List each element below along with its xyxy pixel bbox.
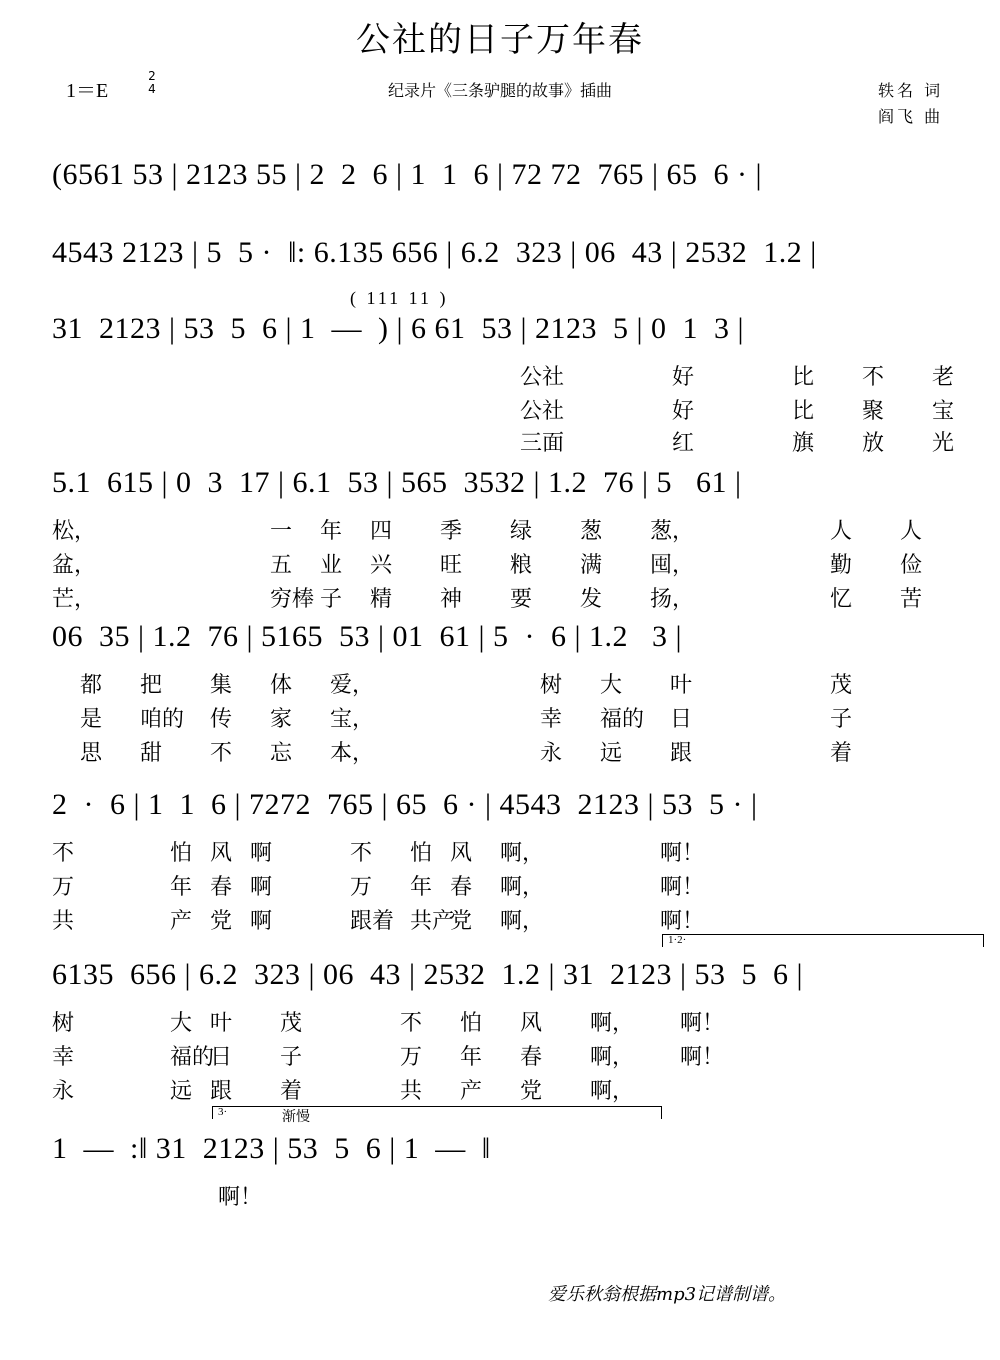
lyric-word: 放 <box>862 431 885 456</box>
lyric-word: 叶 <box>210 1011 233 1036</box>
lyric-word: 啊， <box>590 1045 635 1070</box>
lyric-word: 啊！ <box>680 1045 725 1070</box>
lyric-word: 老 <box>932 365 955 390</box>
lyric-word: 子 <box>830 707 853 732</box>
lyric-word: 共 <box>400 1079 423 1104</box>
lyric-word: 神 <box>440 587 463 612</box>
lyric-word: 都 <box>80 673 103 698</box>
lyric-word: 三面 <box>520 431 565 456</box>
lyric-word: 四 <box>370 519 393 544</box>
lyric-word: 子 <box>320 587 343 612</box>
lyric-word: 思 <box>80 741 103 766</box>
lyric-word: 树 <box>540 673 563 698</box>
lyric-word: 日 <box>670 707 693 732</box>
notation-text: 5.1 615 | 0 3 17 | 6.1 53 | 565 3532 | 1.2 76 | 5 61 | <box>52 466 742 499</box>
lyric-word: 要 <box>510 587 533 612</box>
lyric-word: 叶 <box>670 673 693 698</box>
notation-text: 2 · 6 | 1 1 6 | 7272 765 | 65 6 · | 4543 2123 | 53 5 · | <box>52 788 758 821</box>
lyric-line <box>52 1074 972 1108</box>
lyric-line <box>52 360 972 394</box>
lyric-line <box>52 514 972 548</box>
lyric-word: 啊 <box>250 841 273 866</box>
lyric-word: 不 <box>210 741 233 766</box>
lyric-word: 大 <box>600 673 623 698</box>
lyric-word: 共 <box>52 909 75 934</box>
lyric-word: 把 <box>140 673 163 698</box>
notation-text: 6135 656 | 6.2 323 | 06 43 | 2532 1.2 | 31 2123 | 53 5 6 | <box>52 958 804 991</box>
lyric-word: 好 <box>672 399 695 424</box>
lyric-word: 松， <box>52 519 97 544</box>
lyric-word: 万 <box>52 875 75 900</box>
lyric-word: 公社 <box>520 365 565 390</box>
lyric-word: 聚 <box>862 399 885 424</box>
lyric-word: 体 <box>270 673 293 698</box>
notation-line <box>52 1132 972 1180</box>
lyric-word: 啊！ <box>660 875 705 900</box>
notation-text: (6561 53 | 2123 55 | 2 2 6 | 1 1 6 | 72 72 765 | 65 6 · | <box>52 158 763 191</box>
lyric-word: 业 <box>320 553 343 578</box>
lyric-word: 家 <box>270 707 293 732</box>
lyric-word: 红 <box>672 431 695 456</box>
lyric-line <box>52 548 972 582</box>
lyric-word: 怕 <box>460 1011 483 1036</box>
notation-text: 06 35 | 1.2 76 | 5165 53 | 01 61 | 5 · 6 | 1.2 3 | <box>52 620 683 653</box>
notation-line <box>52 788 972 836</box>
lyric-line <box>52 582 972 616</box>
lyric-word: 共产 <box>410 909 455 934</box>
lyric-word: 永 <box>540 741 563 766</box>
lyric-word: 好 <box>672 365 695 390</box>
subtitle: 纪录片《三条驴腿的故事》插曲 <box>387 81 612 100</box>
notation-line <box>52 236 972 284</box>
triplet-hint: ( 111 11 ) <box>350 288 449 308</box>
lyric-word: 幸 <box>540 707 563 732</box>
notation-text: 31 2123 | 53 5 6 | 1 — ) | 6 61 53 | 2123 5 | 0 1 3 | <box>52 312 745 345</box>
lyric-word: 甜 <box>140 741 163 766</box>
lyric-word: 啊， <box>500 841 545 866</box>
lyric-word: 盆， <box>52 553 97 578</box>
volta-label-3: 3· <box>218 1106 228 1118</box>
lyric-word: 五 <box>270 553 293 578</box>
lyric-word: 人 <box>830 519 853 544</box>
lyric-word: 穷棒 <box>270 587 315 612</box>
lyric-word: 季 <box>440 519 463 544</box>
lyric-word: 传 <box>210 707 233 732</box>
lyric-word: 囤， <box>650 553 695 578</box>
lyric-word: 兴 <box>370 553 393 578</box>
key-signature: 1＝E <box>66 80 109 102</box>
lyric-word: 永 <box>52 1079 75 1104</box>
lyric-word: 勤 <box>830 553 853 578</box>
lyric-word: 集 <box>210 673 233 698</box>
notation-text: 4543 2123 | 5 5 · ‖: 6.135 656 | 6.2 323 | 06 43 | 2532 1.2 | <box>52 236 817 269</box>
lyric-word: 绿 <box>510 519 533 544</box>
lyric-line <box>52 1180 972 1214</box>
lyric-word: 风 <box>520 1011 543 1036</box>
lyric-line <box>52 736 972 770</box>
lyric-word: 万 <box>400 1045 423 1070</box>
lyric-line <box>52 668 972 702</box>
lyric-word: 春 <box>520 1045 543 1070</box>
lyric-line <box>52 394 972 428</box>
lyric-word: 啊！ <box>660 909 705 934</box>
lyric-word: 年 <box>460 1045 483 1070</box>
lyric-word: 俭 <box>900 553 923 578</box>
lyric-word: 茂 <box>280 1011 303 1036</box>
lyric-word: 福的 <box>170 1045 215 1070</box>
time-signature-bottom: 4 <box>148 82 156 96</box>
lyric-word: 啊 <box>250 875 273 900</box>
lyric-word: 一 <box>270 519 293 544</box>
volta-bracket-1-2 <box>662 934 984 947</box>
lyric-word: 啊！ <box>218 1185 263 1210</box>
lyric-word: 子 <box>280 1045 303 1070</box>
lyric-word: 党 <box>210 909 233 934</box>
lyric-word: 是 <box>80 707 103 732</box>
footer-note: 爱乐秋翁根据mp3记谱制谱。 <box>548 1284 787 1305</box>
lyric-word: 春 <box>450 875 473 900</box>
notation-text: 1 — :‖ 31 2123 | 53 5 6 | 1 — ‖ <box>52 1132 491 1165</box>
lyric-word: 满 <box>580 553 603 578</box>
lyric-word: 啊！ <box>660 841 705 866</box>
lyric-word: 不 <box>350 841 373 866</box>
lyric-word: 旗 <box>792 431 815 456</box>
lyric-word: 树 <box>52 1011 75 1036</box>
lyric-word: 葱， <box>650 519 695 544</box>
lyric-word: 年 <box>170 875 193 900</box>
volta-bracket-3 <box>212 1106 662 1119</box>
lyric-line <box>52 702 972 736</box>
lyric-line <box>52 1006 972 1040</box>
lyric-word: 不 <box>52 841 75 866</box>
lyric-word: 日 <box>210 1045 233 1070</box>
lyric-word: 忆 <box>830 587 853 612</box>
lyric-word: 啊！ <box>680 1011 725 1036</box>
lyric-line <box>52 1040 972 1074</box>
lyric-word: 怕 <box>410 841 433 866</box>
lyric-word: 大 <box>170 1011 193 1036</box>
lyric-word: 产 <box>170 909 193 934</box>
lyric-word: 年 <box>320 519 343 544</box>
composer-credit: 阎飞 曲 <box>878 107 944 126</box>
lyric-word: 宝， <box>330 707 375 732</box>
lyric-word: 啊， <box>500 875 545 900</box>
lyric-word: 春 <box>210 875 233 900</box>
lyric-word: 年 <box>410 875 433 900</box>
lyric-word: 啊， <box>590 1079 635 1104</box>
lyric-word: 公社 <box>520 399 565 424</box>
lyric-word: 旺 <box>440 553 463 578</box>
lyric-word: 咱的 <box>140 707 185 732</box>
lyric-word: 啊， <box>590 1011 635 1036</box>
lyric-word: 党 <box>450 909 473 934</box>
lyric-word: 着 <box>830 741 853 766</box>
lyric-word: 比 <box>792 365 815 390</box>
lyric-word: 跟 <box>210 1079 233 1104</box>
lyric-word: 粮 <box>510 553 533 578</box>
lyric-word: 人 <box>900 519 923 544</box>
lyric-word: 葱 <box>580 519 603 544</box>
lyric-word: 茂 <box>830 673 853 698</box>
lyric-word: 本， <box>330 741 375 766</box>
lyric-word: 比 <box>792 399 815 424</box>
lyric-word: 爱， <box>330 673 375 698</box>
lyric-line <box>52 904 972 938</box>
lyric-word: 远 <box>170 1079 193 1104</box>
volta-label-1-2: 1·2· <box>668 934 687 946</box>
lyric-word: 幸 <box>52 1045 75 1070</box>
lyric-word: 芒， <box>52 587 97 612</box>
lyric-word: 忘 <box>270 741 293 766</box>
lyric-word: 啊， <box>500 909 545 934</box>
lyric-word: 产 <box>460 1079 483 1104</box>
lyric-word: 不 <box>400 1011 423 1036</box>
time-signature-top: 2 <box>148 69 156 83</box>
lyric-word: 啊 <box>250 909 273 934</box>
lyric-word: 扬， <box>650 587 695 612</box>
notation-line <box>52 958 972 1006</box>
lyric-word: 不 <box>862 365 885 390</box>
lyric-word: 远 <box>600 741 623 766</box>
lyric-line <box>52 870 972 904</box>
notation-line <box>52 312 972 360</box>
notation-line <box>52 466 972 514</box>
lyric-word: 精 <box>370 587 393 612</box>
lyric-word: 苦 <box>900 587 923 612</box>
lyric-word: 风 <box>210 841 233 866</box>
lyric-word: 跟着 <box>350 909 395 934</box>
notation-line <box>52 620 972 668</box>
lyric-word: 万 <box>350 875 373 900</box>
lyric-word: 跟 <box>670 741 693 766</box>
lyric-word: 党 <box>520 1079 543 1104</box>
tempo-mark: 渐慢 <box>282 1109 310 1125</box>
lyric-word: 风 <box>450 841 473 866</box>
lyric-word: 宝 <box>932 399 955 424</box>
lyric-line <box>52 836 972 870</box>
lyric-word: 发 <box>580 587 603 612</box>
notation-line <box>52 158 972 206</box>
lyric-word: 光 <box>932 431 955 456</box>
lyric-word: 怕 <box>170 841 193 866</box>
lyric-line <box>52 426 972 460</box>
lyricist-credit: 轶名 词 <box>878 81 944 100</box>
lyric-word: 福的 <box>600 707 645 732</box>
lyric-word: 着 <box>280 1079 303 1104</box>
song-title: 公社的日子万年春 <box>356 20 644 60</box>
